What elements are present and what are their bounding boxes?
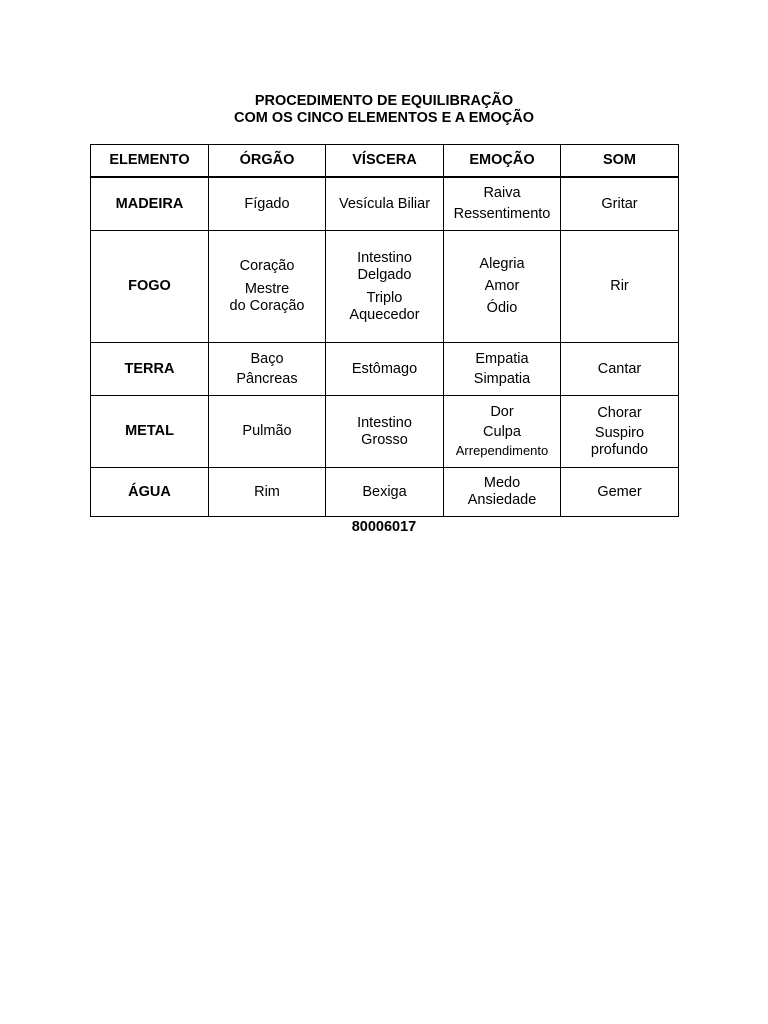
- table-row: [91, 177, 679, 231]
- cell-text: Intestino: [357, 414, 412, 431]
- cell-text: Pulmão: [242, 423, 292, 439]
- cell-viscera: [326, 468, 444, 517]
- table-row: [91, 396, 679, 468]
- header-viscera: VÍSCERA: [326, 145, 444, 178]
- cell-som: [561, 231, 679, 343]
- table-row: [91, 343, 679, 396]
- cell-emocao: [444, 177, 561, 231]
- table-row: [91, 468, 679, 517]
- header-elemento: ELEMENTO: [91, 145, 209, 178]
- cell-som: [561, 343, 679, 396]
- cell-text: Cantar: [597, 360, 642, 377]
- cell-text: Ressentimento: [453, 206, 551, 222]
- cell-som: [561, 468, 679, 517]
- cell-elemento: TERRA: [91, 343, 209, 396]
- cell-text: Mestre: [244, 281, 290, 297]
- table-row: [91, 231, 679, 343]
- cell-text: Dor: [490, 404, 514, 420]
- cell-text: Rim: [254, 483, 280, 500]
- cell-text: Arrependimento: [455, 443, 549, 458]
- cell-text: Gritar: [601, 195, 638, 212]
- document-title: [0, 93, 768, 127]
- cell-text: Baço: [250, 350, 284, 367]
- cell-text: Fígado: [244, 195, 290, 212]
- cell-text: Coração: [239, 258, 295, 274]
- cell-text: Ansiedade: [467, 492, 537, 508]
- header-orgao: ÓRGÃO: [209, 145, 326, 178]
- cell-text: profundo: [590, 441, 649, 458]
- cell-elemento: ÁGUA: [91, 468, 209, 517]
- cell-text: Suspiro: [594, 424, 645, 441]
- cell-emocao: [444, 231, 561, 343]
- cell-text: Estômago: [351, 360, 418, 377]
- cell-text: Pâncreas: [236, 370, 298, 387]
- cell-text: Raiva: [483, 185, 521, 201]
- cell-text: Amor: [484, 278, 520, 294]
- cell-text: Intestino: [357, 249, 412, 266]
- cell-orgao: [209, 396, 326, 468]
- cell-elemento: MADEIRA: [91, 177, 209, 231]
- cell-text: Rir: [610, 278, 629, 294]
- cell-elemento: FOGO: [91, 231, 209, 343]
- cell-text: Triplo: [366, 289, 403, 306]
- cell-viscera: [326, 396, 444, 468]
- cell-text: Chorar: [597, 404, 642, 421]
- cell-text: Gemer: [597, 483, 642, 500]
- cell-text: Aquecedor: [349, 306, 420, 323]
- cell-text: Ódio: [486, 300, 518, 316]
- cell-text: Grosso: [361, 431, 408, 448]
- elements-table: [90, 144, 679, 517]
- cell-text: Delgado: [357, 266, 412, 283]
- cell-emocao: [444, 468, 561, 517]
- cell-emocao: [444, 396, 561, 468]
- cell-orgao: [209, 231, 326, 343]
- cell-text: Vesícula Biliar: [338, 195, 431, 212]
- document-code: 80006017: [351, 519, 417, 535]
- cell-text: Bexiga: [362, 483, 407, 500]
- cell-orgao: [209, 468, 326, 517]
- header-emocao: EMOÇÃO: [444, 145, 561, 178]
- cell-text: Medo: [483, 475, 521, 491]
- cell-text: Culpa: [483, 424, 521, 440]
- table-header-row: [91, 145, 679, 178]
- cell-som: [561, 396, 679, 468]
- cell-text: Simpatia: [473, 370, 531, 387]
- header-som: SOM: [561, 145, 679, 178]
- cell-viscera: [326, 177, 444, 231]
- cell-viscera: [326, 343, 444, 396]
- title-line-2: COM OS CINCO ELEMENTOS E A EMOÇÃO: [234, 110, 534, 126]
- title-line-1: PROCEDIMENTO DE EQUILIBRAÇÃO: [254, 93, 514, 109]
- cell-text: do Coração: [229, 298, 305, 314]
- cell-emocao: [444, 343, 561, 396]
- cell-viscera: [326, 231, 444, 343]
- cell-orgao: [209, 177, 326, 231]
- cell-som: [561, 177, 679, 231]
- cell-elemento: METAL: [91, 396, 209, 468]
- cell-text: Alegria: [479, 256, 525, 272]
- cell-orgao: [209, 343, 326, 396]
- cell-text: Empatia: [475, 350, 529, 367]
